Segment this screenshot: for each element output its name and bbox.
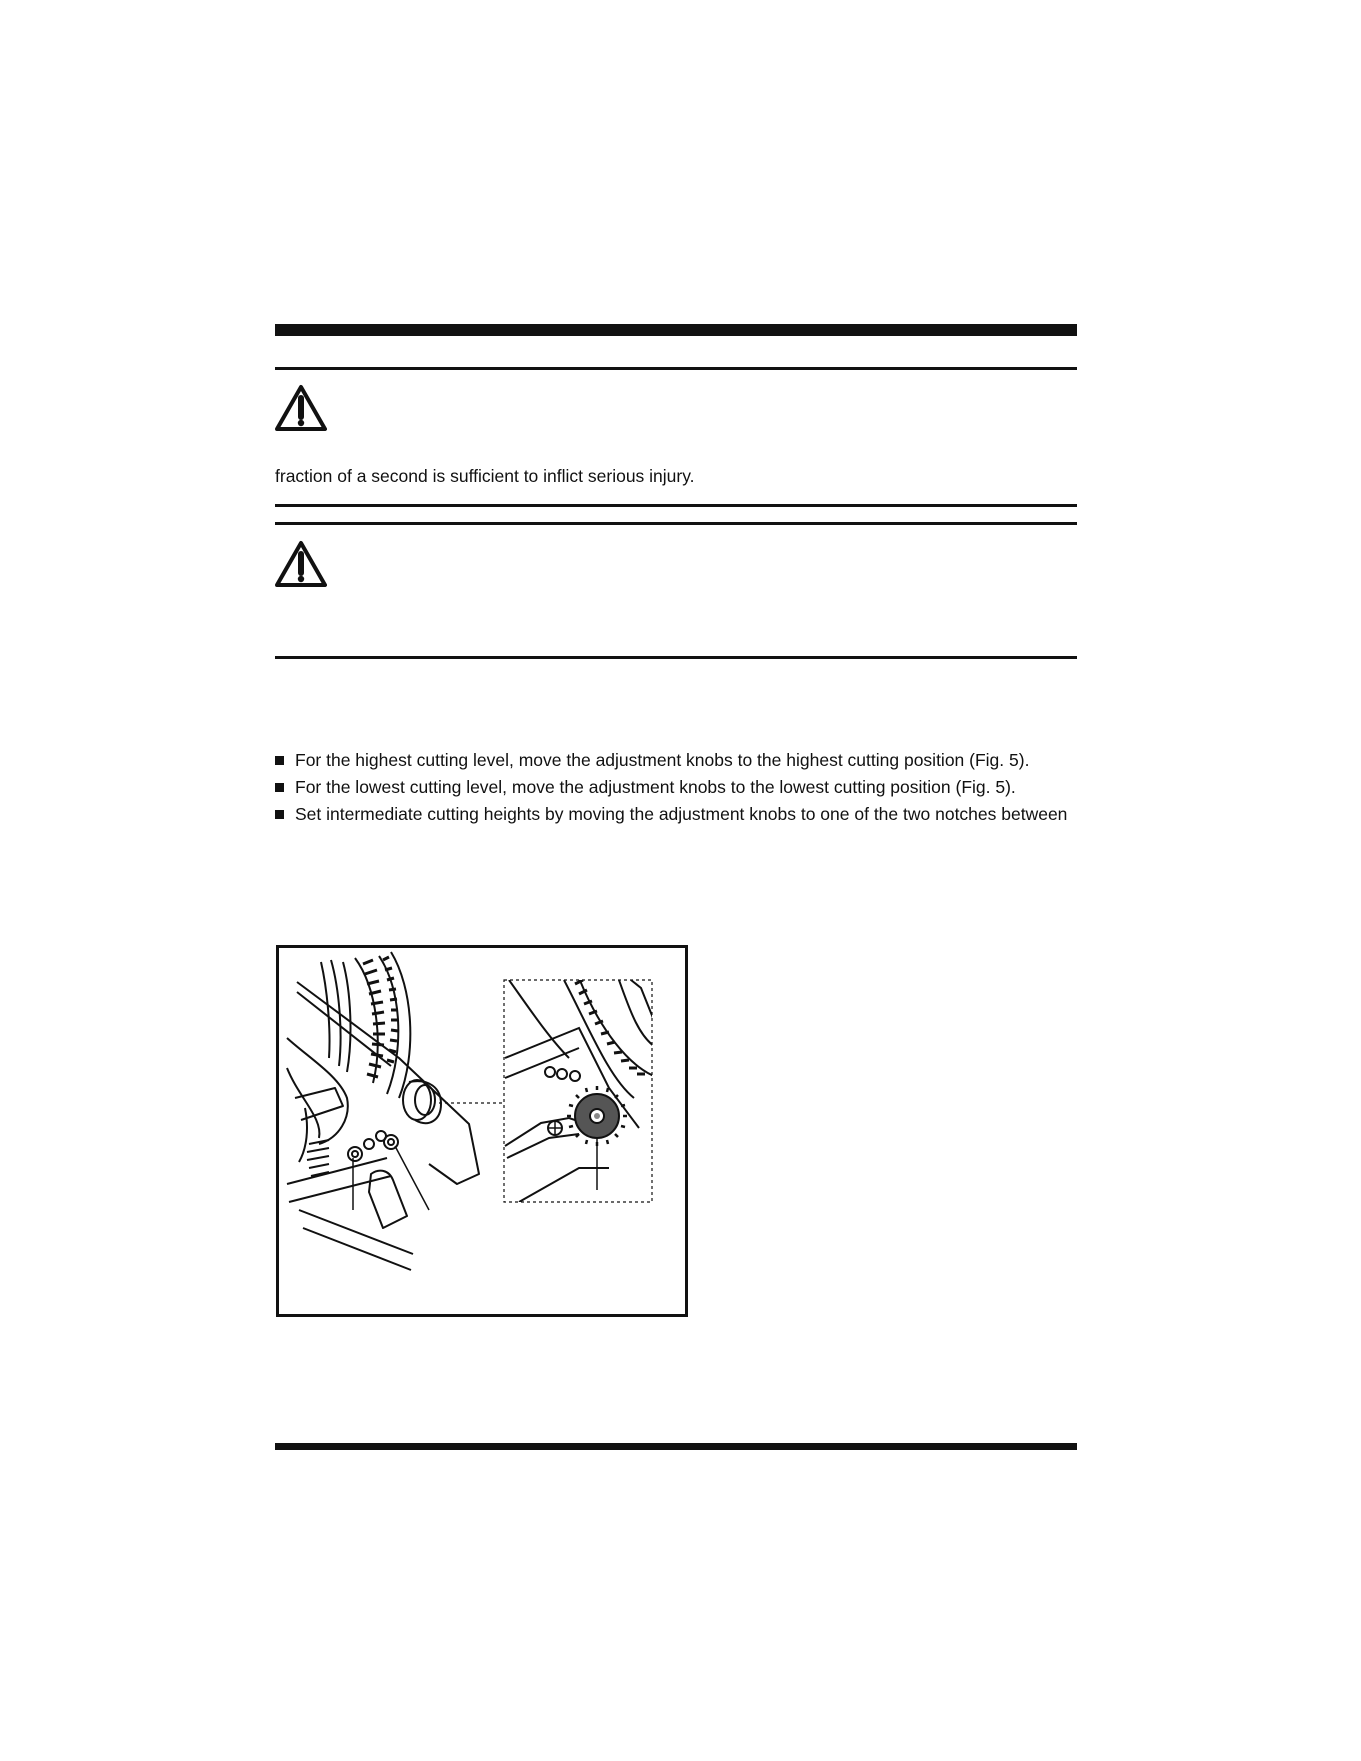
- instruction-text: Set intermediate cutting heights by moving the adjustment knobs to one of the two notches between: [295, 803, 1068, 824]
- bullet-square-icon: [275, 783, 284, 792]
- warning-2-top-rule: [275, 522, 1077, 525]
- warning-2-bottom-rule: [275, 656, 1077, 659]
- warning-1-text: fraction of a second is sufficient to inflict serious injury.: [275, 466, 695, 486]
- footer-thick-rule: [275, 1443, 1077, 1450]
- instruction-text: For the lowest cutting level, move the adjustment knobs to the lowest cutting position (Fig. 5).: [295, 776, 1016, 797]
- instruction-text: For the highest cutting level, move the adjustment knobs to the highest cutting position (Fig. 5).: [295, 749, 1030, 770]
- header-thick-rule: [275, 324, 1077, 336]
- mower-height-adjustment-illustration: [279, 948, 685, 1314]
- instruction-item-lowest: [275, 775, 1016, 799]
- bullet-square-icon: [275, 756, 284, 765]
- warning-triangle-icon: [275, 540, 327, 588]
- warning-1-bottom-rule: [275, 504, 1077, 507]
- warning-triangle-icon: [275, 384, 327, 432]
- warning-1-top-rule: [275, 367, 1077, 370]
- bullet-square-icon: [275, 810, 284, 819]
- instruction-item-intermediate: [275, 802, 1067, 826]
- figure-height-adjustment: [276, 945, 688, 1317]
- instruction-item-highest: [275, 748, 1029, 772]
